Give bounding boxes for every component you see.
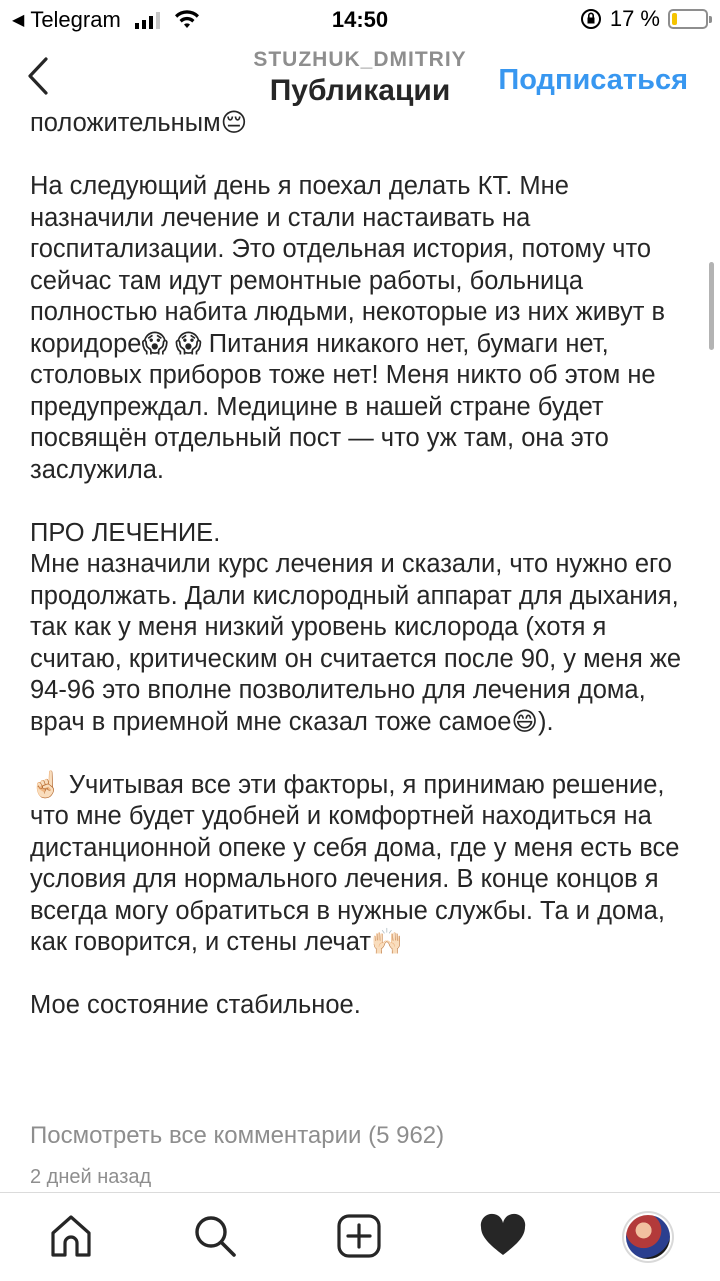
home-icon[interactable] bbox=[46, 1211, 96, 1261]
post-date: 2 дней назад bbox=[30, 1166, 152, 1188]
battery-percent: 17 % bbox=[609, 6, 660, 31]
caption-paragraph: ☝🏻 Учитывая все эти факторы, я принимаю решение, что мне будет удобней и комфортней находиться на дистанционной опеке у себя дома, где у меня есть все условия для нормального лечения. В конце концов я всегда могу обратиться в нужные службы. Та и дома, как говорится, и стены лечат🙌🏻 bbox=[30, 770, 680, 956]
bottom-tab-bar bbox=[0, 1192, 720, 1281]
caption-paragraph: Мое состояние стабильное. bbox=[30, 991, 361, 1019]
view-all-comments-link[interactable]: Посмотреть все комментарии (5 962) bbox=[30, 1122, 445, 1149]
back-to-app-icon[interactable]: ◀ bbox=[12, 12, 25, 29]
status-bar-right bbox=[580, 6, 708, 32]
profile-username: STUZHUK_DMITRIY bbox=[253, 48, 467, 71]
orientation-lock-icon bbox=[580, 8, 602, 30]
back-to-app-label[interactable]: Telegram bbox=[30, 7, 121, 32]
status-bar bbox=[0, 0, 720, 40]
caption-paragraph: На следующий день я поехал делать КТ. Мне назначили лечение и стали настаивать на госпитализации. Это отдельная история, потому что сейчас там идут ремонтные работы, больница полностью набита людьми, некоторые из них живут в коридоре😱 😱 Питания никакого нет, бумаги нет, столовых приборов тоже нет! Меня никто об этом не предупреждал. Медицине в нашей стране будет посвящён отдельный пост — что уж там, она это заслужила. bbox=[30, 172, 666, 484]
caption-paragraph: Мне назначили курс лечения и сказали, что нужно его продолжать. Дали кислородный аппарат для дыхания, так как у меня низкий уровень кислорода (хотя я считаю, критическим он считается после 90, у меня же 94-96 это вполне позволительно для лечения дома, врач в приемной мне сказал тоже самое😄). bbox=[30, 550, 682, 736]
post-caption bbox=[30, 108, 692, 1022]
battery-level-fill bbox=[672, 13, 677, 25]
battery-icon bbox=[668, 9, 708, 29]
navigation-header bbox=[0, 40, 720, 118]
search-icon[interactable] bbox=[190, 1211, 240, 1261]
scroll-indicator[interactable] bbox=[709, 262, 714, 350]
new-post-icon[interactable] bbox=[334, 1211, 384, 1261]
caption-paragraph: положительным😔 bbox=[30, 109, 248, 137]
caption-paragraph: ПРО ЛЕЧЕНИЕ. bbox=[30, 518, 221, 547]
profile-avatar[interactable] bbox=[626, 1215, 670, 1259]
activity-heart-icon[interactable] bbox=[478, 1211, 528, 1261]
page-title: Публикации bbox=[269, 74, 451, 107]
follow-button[interactable]: Подписаться bbox=[498, 64, 688, 96]
status-time: 14:50 bbox=[331, 7, 389, 32]
